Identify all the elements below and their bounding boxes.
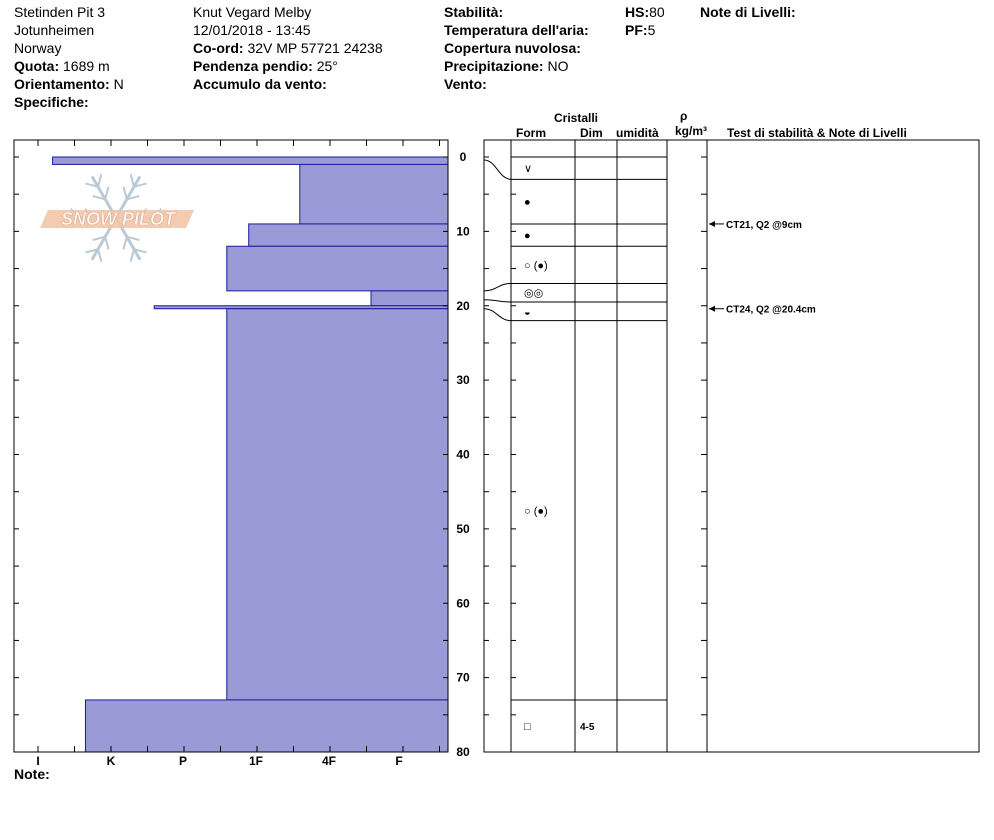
snowflake-branch — [131, 249, 134, 262]
tests-header: Test di stabilità & Note di Livelli — [727, 126, 907, 140]
site-name: Stetinden Pit 3 — [14, 4, 106, 20]
layer-connector — [484, 283, 511, 290]
stability-tests — [709, 220, 816, 316]
crystal-form: ● — [524, 230, 531, 243]
test-arrow-head — [709, 221, 715, 227]
hs-label: HS: — [625, 4, 650, 20]
snowflake-branch — [98, 249, 101, 262]
crystal-dim: 4-5 — [580, 721, 595, 733]
snowflake-branch — [98, 174, 101, 187]
depth-label: 0 — [459, 150, 467, 164]
hardness-tick-label: I — [36, 754, 40, 768]
snowflake-branch — [123, 187, 126, 200]
layer-connector — [484, 300, 511, 302]
moisture-header: umidità — [616, 126, 659, 140]
depth-label: 20 — [456, 298, 470, 313]
depth-label: 40 — [456, 447, 470, 462]
precip-label: Precipitazione: — [444, 58, 544, 74]
density-unit: kg/m³ — [675, 124, 708, 138]
slope-label: Pendenza pendio: — [193, 58, 313, 74]
notes-label: Note: — [14, 766, 50, 782]
elevation-label: Quota: — [14, 58, 60, 74]
hs-value: 80 — [649, 4, 665, 20]
depth-label: 80 — [456, 745, 470, 759]
coord-label: Co-ord: — [193, 40, 244, 56]
hardness-bar — [371, 291, 448, 306]
elevation-value: 1689 m — [63, 58, 110, 74]
country-name: Norway — [14, 40, 62, 56]
stability-label: Stabilità: — [444, 4, 504, 20]
hardness-tick-label: 1F — [248, 754, 264, 768]
range-name: Jotunheimen — [14, 22, 95, 38]
dim-header: Dim — [580, 126, 603, 140]
depth-label: 30 — [456, 373, 470, 388]
hardness-tick-label: K — [106, 754, 116, 768]
snowflake-branch — [105, 237, 108, 250]
layer-connector — [484, 309, 511, 321]
depth-label: 70 — [456, 670, 470, 685]
depth-label: 60 — [456, 596, 470, 611]
crystal-form: ● — [524, 196, 531, 209]
hardness-bar — [53, 157, 448, 164]
wind-loading-label: Accumulo da vento: — [193, 76, 327, 92]
snowflake-branch — [105, 187, 108, 200]
snowflake-branch — [131, 174, 134, 187]
coord-value: 32V MP 57721 24238 — [247, 40, 383, 56]
slope-value: 25° — [316, 58, 338, 74]
crystal-form: ○ (●) — [524, 259, 548, 272]
hardness-tick-label: F — [395, 754, 403, 768]
crystal-form: ○ (●) — [524, 505, 548, 518]
crystal-form: ◒ — [524, 306, 531, 319]
crystal-form: ∨ — [524, 163, 533, 176]
hardness-bar — [300, 164, 448, 224]
pf-label: PF: — [625, 22, 648, 38]
snowflake-branch — [123, 237, 126, 250]
air-temp-label: Temperatura dell'aria: — [444, 22, 589, 38]
hardness-tick-label: 4F — [321, 754, 337, 768]
crystal-table — [484, 140, 979, 752]
pf-value: 5 — [647, 22, 656, 38]
hardness-bars — [53, 157, 448, 752]
form-header: Form — [516, 126, 546, 140]
hardness-tick-label: P — [178, 754, 188, 768]
hardness-bar — [227, 309, 448, 700]
test-arrow-head — [709, 306, 715, 312]
specifics-label: Specifiche: — [14, 94, 89, 110]
layer-connector — [484, 160, 511, 179]
aspect-value: N — [113, 76, 124, 92]
date-time: 12/01/2018 - 13:45 — [193, 22, 311, 38]
density-symbol: ρ — [680, 109, 688, 123]
crystals-header: Cristalli — [554, 111, 599, 125]
test-label: CT24, Q2 @20.4cm — [726, 304, 816, 316]
precip-value: NO — [547, 58, 569, 74]
logo-text: SNOW PILOT — [61, 209, 175, 229]
snowpilot-logo — [40, 174, 194, 261]
aspect-label: Orientamento: — [14, 76, 110, 92]
wind-label: Vento: — [444, 76, 487, 92]
depth-label: 10 — [456, 224, 470, 239]
layer-notes-label: Note di Livelli: — [700, 4, 796, 20]
hardness-bar — [85, 700, 448, 752]
crystal-form: □ — [524, 720, 531, 733]
hardness-bar — [249, 224, 448, 246]
crystal-form: ◎◎ — [524, 287, 544, 300]
observer: Knut Vegard Melby — [193, 4, 312, 20]
depth-label: 50 — [456, 521, 470, 536]
hardness-bar — [227, 246, 448, 291]
cloud-label: Copertura nuvolosa: — [444, 40, 581, 56]
test-label: CT21, Q2 @9cm — [726, 219, 802, 231]
